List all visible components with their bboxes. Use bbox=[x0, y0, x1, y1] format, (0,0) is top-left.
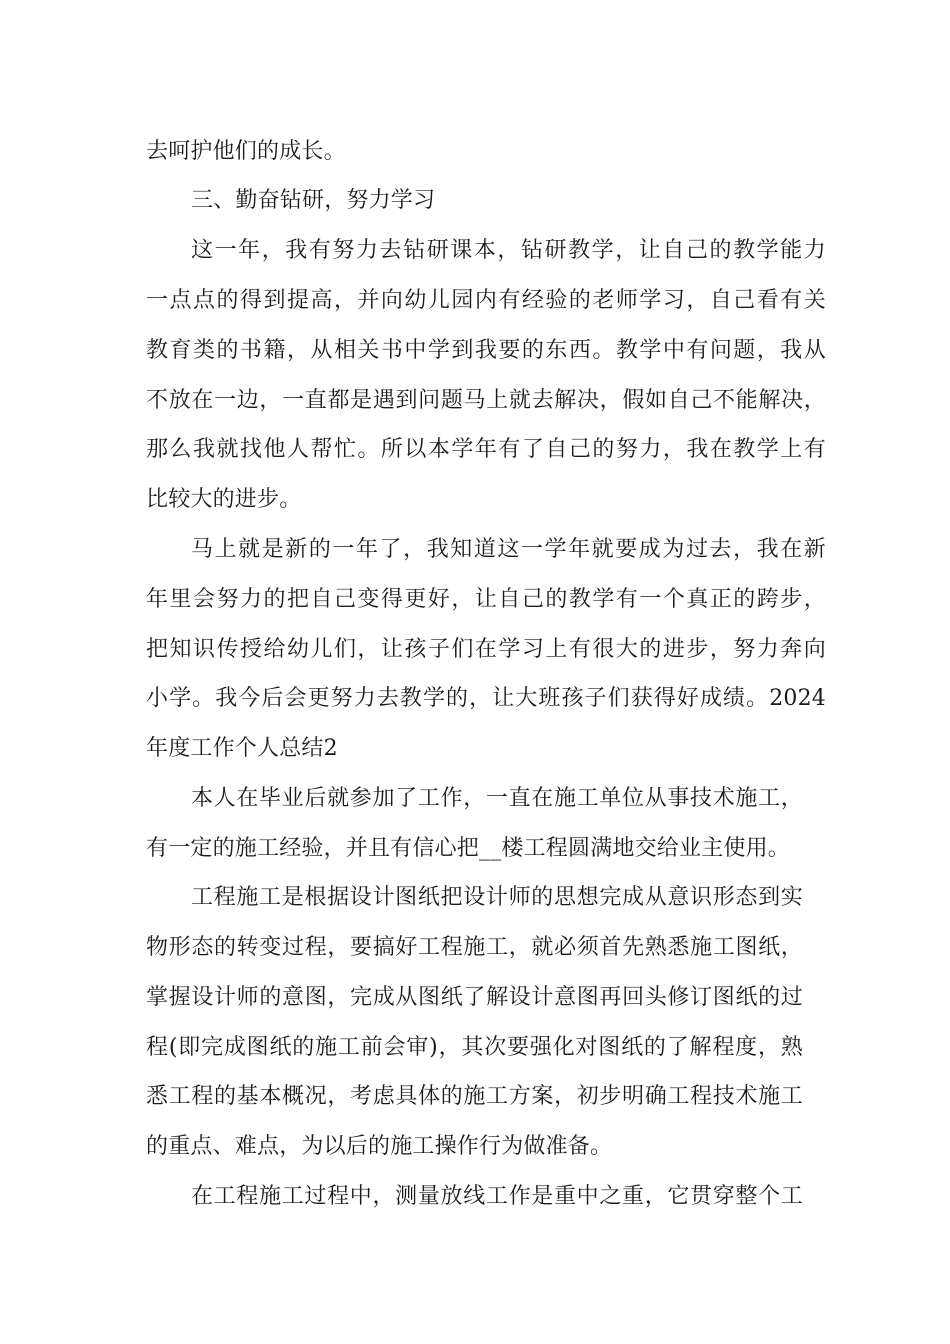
text-line: 物形态的转变过程，要搞好工程施工，就必须首先熟悉施工图纸， bbox=[146, 935, 803, 960]
text-line: 比较大的进步。 bbox=[146, 487, 302, 512]
text-line: 本人在毕业后就参加了工作，一直在施工单位从事技术施工， bbox=[191, 786, 803, 811]
text-line: 程(即完成图纸的施工前会审)，其次要强化对图纸的了解程度，熟 bbox=[146, 1035, 803, 1060]
section-heading: 三、勤奋钻研，努力学习 bbox=[191, 188, 436, 213]
text-line: 去呵护他们的成长。 bbox=[146, 139, 346, 164]
text-line: 马上就是新的一年了，我知道这一学年就要成为过去，我在新 bbox=[191, 537, 826, 562]
text-line: 掌握设计师的意图，完成从图纸了解设计意图再回头修订图纸的过 bbox=[146, 985, 803, 1010]
text-line: 年里会努力的把自己变得更好，让自己的教学有一个真正的跨步， bbox=[146, 587, 826, 612]
text-line: 在工程施工过程中，测量放线工作是重中之重，它贯穿整个工 bbox=[191, 1184, 803, 1209]
text-line: 这一年，我有努力去钻研课本，钻研教学，让自己的教学能力 bbox=[191, 238, 826, 263]
text-line: 一点点的得到提高，并向幼儿园内有经验的老师学习，自己看有关 bbox=[146, 288, 826, 313]
text-line: 的重点、难点，为以后的施工操作行为做准备。 bbox=[146, 1134, 613, 1159]
text-line: 有一定的施工经验，并且有信心把__楼工程圆满地交给业主使用。 bbox=[146, 836, 791, 861]
text-line: 把知识传授给幼儿们，让孩子们在学习上有很大的进步，努力奔向 bbox=[146, 637, 826, 662]
text-line: 年度工作个人总结2 bbox=[146, 736, 338, 761]
text-line: 那么我就找他人帮忙。所以本学年有了自己的努力，我在教学上有 bbox=[146, 437, 826, 462]
text-line: 小学。我今后会更努力去教学的，让大班孩子们获得好成绩。2024 bbox=[146, 686, 826, 711]
text-line: 教育类的书籍，从相关书中学到我要的东西。教学中有问题，我从 bbox=[146, 338, 826, 363]
text-line: 工程施工是根据设计图纸把设计师的思想完成从意识形态到实 bbox=[191, 885, 803, 910]
text-line: 不放在一边，一直都是遇到问题马上就去解决，假如自己不能解决， bbox=[146, 388, 826, 413]
text-line: 悉工程的基本概况，考虑具体的施工方案，初步明确工程技术施工 bbox=[146, 1084, 803, 1109]
